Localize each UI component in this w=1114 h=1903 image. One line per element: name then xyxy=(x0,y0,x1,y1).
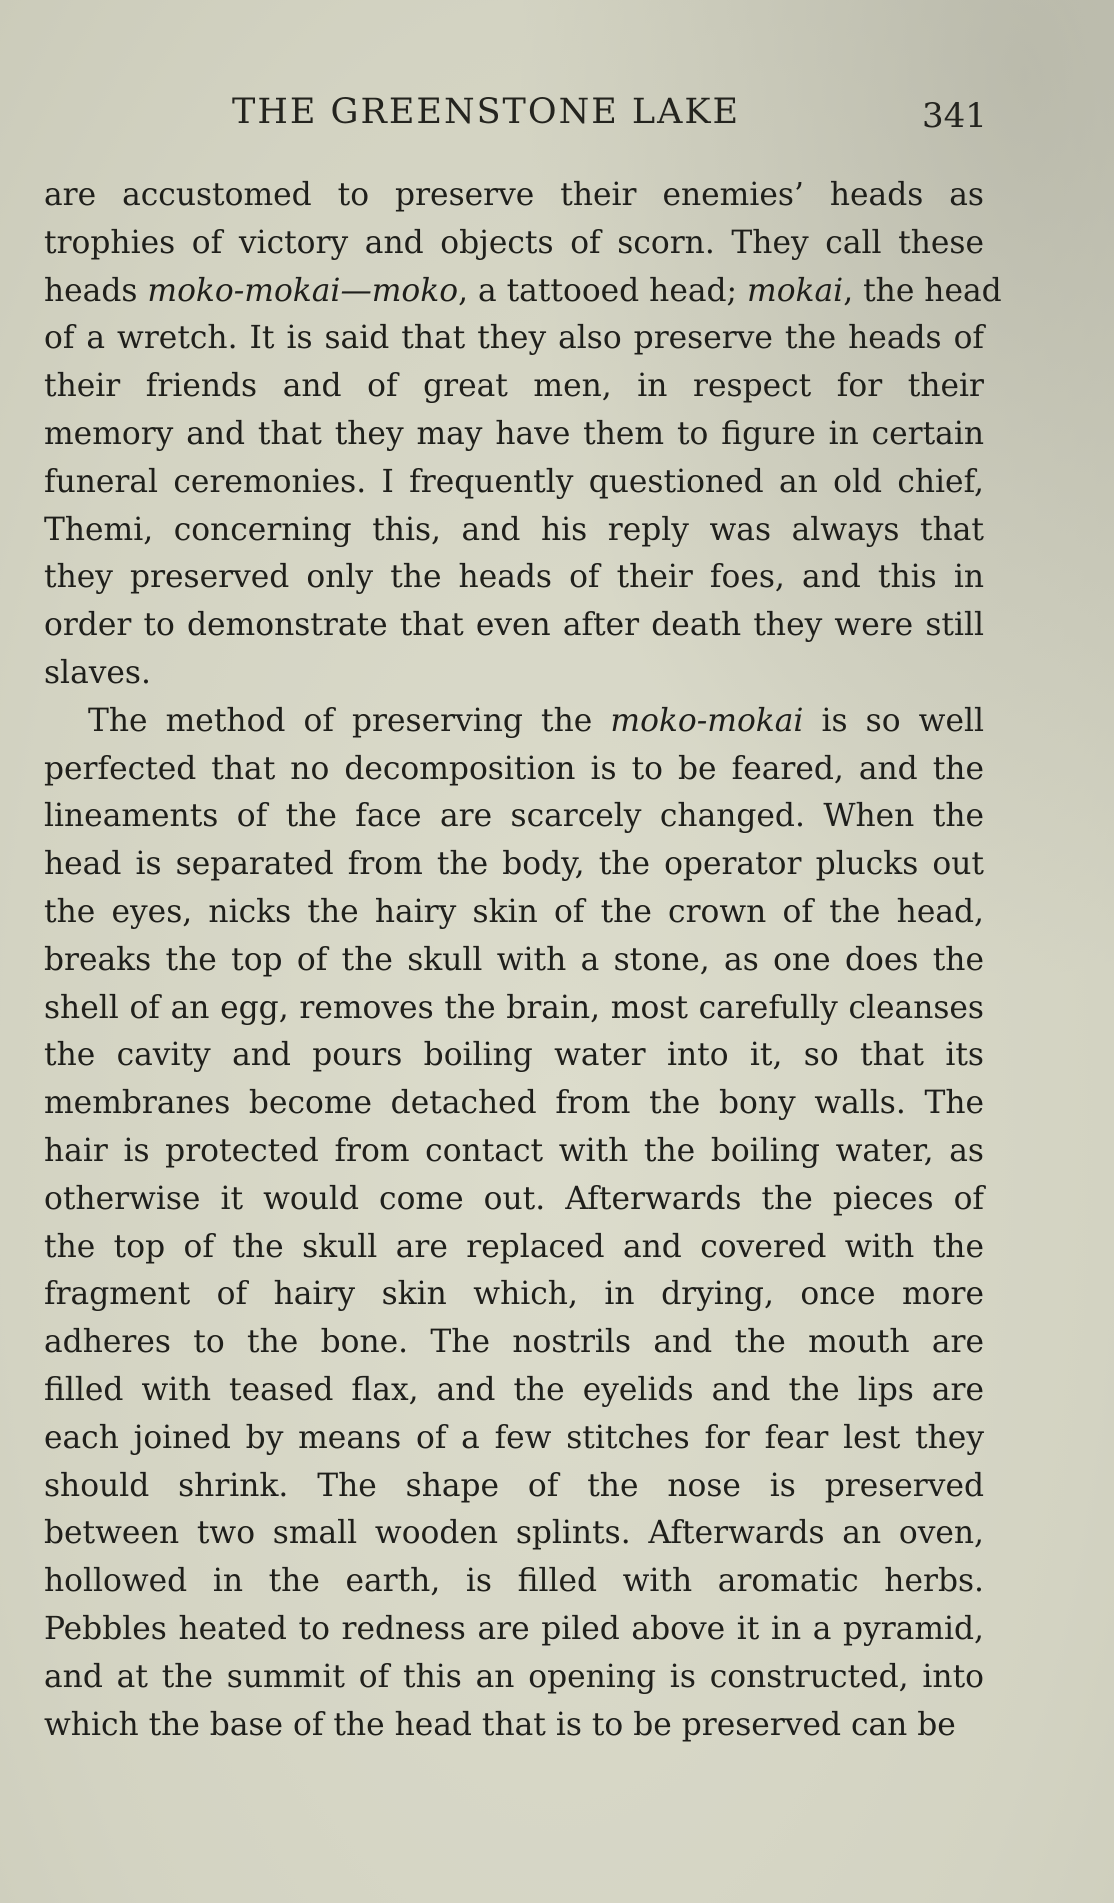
text-line: the eyes, nicks the hairy skin of the crown of the head, xyxy=(44,893,984,930)
text-line: otherwise it would come out. Afterwards the pieces of xyxy=(44,1180,984,1217)
body-text xyxy=(44,172,1002,1749)
text-line: hair is protected from contact with the boiling water, as xyxy=(44,1132,984,1169)
text-line: which the base of the head that is to be preserved can be xyxy=(44,1706,956,1743)
text-line: they preserved only the heads of their foes, and this in xyxy=(44,559,984,596)
text-line: memory and that they may have them to figure in certain xyxy=(44,415,984,452)
text-line: the cavity and pours boiling water into it, so that its xyxy=(44,1037,984,1074)
text-line: head is separated from the body, the operator plucks out xyxy=(44,846,984,883)
text-line: perfected that no decomposition is to be feared, and the xyxy=(44,750,984,787)
text-line: slaves. xyxy=(44,654,151,691)
text-line: should shrink. The shape of the nose is preserved xyxy=(44,1467,984,1504)
text-line: Themi, concerning this, and his reply was always that xyxy=(44,511,984,548)
italic-term: mokai xyxy=(747,272,844,309)
text-line: breaks the top of the skull with a stone, as one does the xyxy=(44,941,984,978)
text-line: each joined by means of a few stitches for fear lest they xyxy=(44,1419,984,1456)
paragraph xyxy=(44,698,984,1750)
text-line: membranes become detached from the bony walls. The xyxy=(44,1085,984,1122)
text-line: adheres to the bone. The nostrils and the mouth are xyxy=(44,1324,984,1361)
text-line: Pebbles heated to redness are piled above it in a pyramid, xyxy=(44,1610,984,1647)
text-line: trophies of victory and objects of scorn. They call these xyxy=(44,224,984,261)
italic-term: moko-mokai—moko xyxy=(147,272,459,309)
text-line: shell of an egg, removes the brain, most carefully cleanses xyxy=(44,989,984,1026)
text-line: filled with teased flax, and the eyelids and the lips are xyxy=(44,1371,984,1408)
text-line: heads moko-mokai—moko, a tattooed head; mokai, the head xyxy=(44,272,1002,309)
text-line: funeral ceremonies. I frequently questioned an old chief, xyxy=(44,463,984,500)
text-line: fragment of hairy skin which, in drying, once more xyxy=(44,1276,984,1313)
running-title: THE GREENSTONE LAKE xyxy=(232,92,741,132)
text-line: The method of preserving the moko-mokai is so well xyxy=(88,702,984,739)
italic-term: moko-mokai xyxy=(610,702,804,739)
text-line: lineaments of the face are scarcely changed. When the xyxy=(44,798,984,835)
text-line: are accustomed to preserve their enemies’ heads as xyxy=(44,177,984,213)
text-line: order to demonstrate that even after death they were still xyxy=(44,607,984,644)
text-line: their friends and of great men, in respect for their xyxy=(44,368,984,405)
paragraph xyxy=(44,172,1002,698)
text-line: of a wretch. It is said that they also preserve the heads of xyxy=(44,320,984,357)
text-line: the top of the skull are replaced and covered with the xyxy=(44,1228,984,1265)
text-line: hollowed in the earth, is filled with aromatic herbs. xyxy=(44,1563,984,1600)
text-line: between two small wooden splints. Afterwards an oven, xyxy=(44,1515,984,1552)
page-header xyxy=(0,92,1114,142)
page-number: 341 xyxy=(922,96,987,136)
text-line: and at the summit of this an opening is constructed, into xyxy=(44,1658,984,1695)
